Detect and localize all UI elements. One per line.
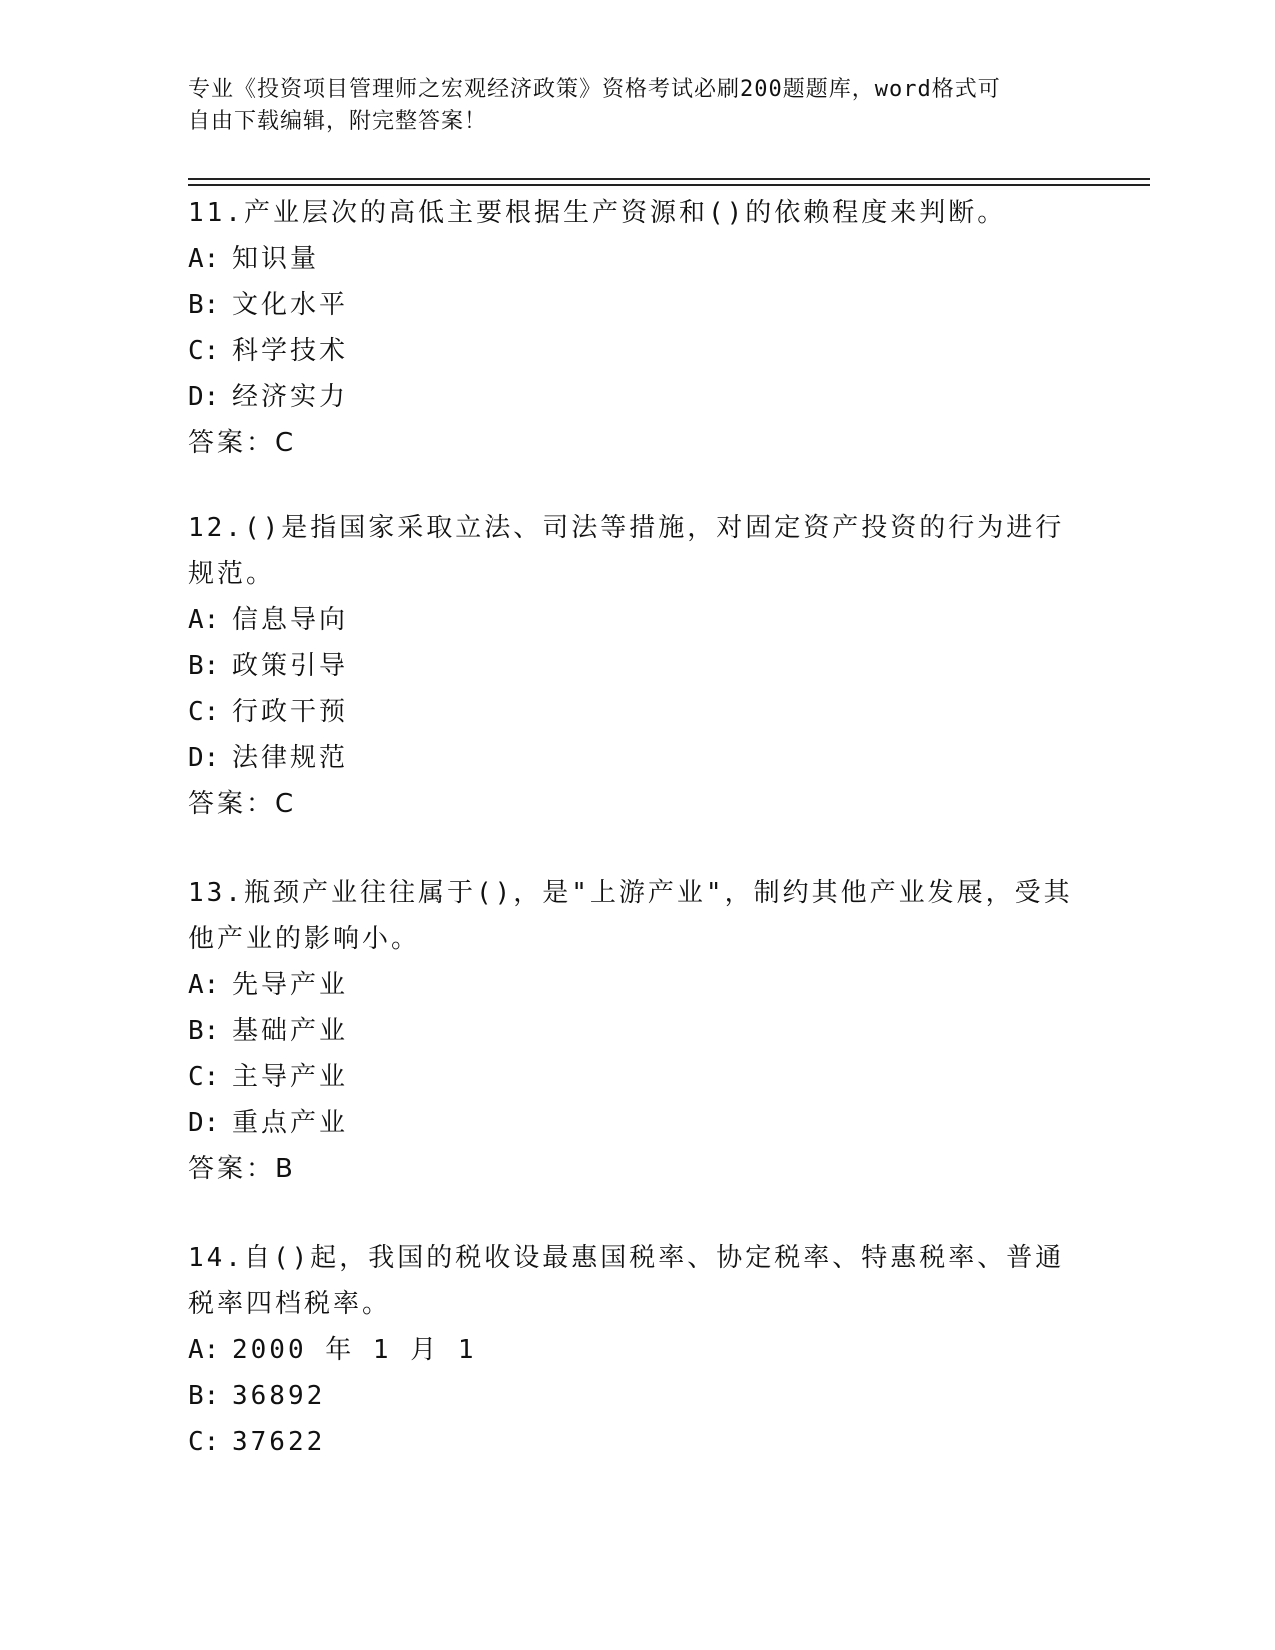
option-text: 37622 (232, 1427, 326, 1457)
question-stem: 11.产业层次的高低主要根据生产资源和()的依赖程度来判断。 (188, 198, 1007, 228)
option-text: 主导产业 (232, 1062, 349, 1092)
option-key: C: (188, 697, 220, 727)
option-key: B: (188, 1016, 220, 1046)
option-key: B: (188, 290, 220, 320)
answer-line: 答案：B (188, 1154, 296, 1184)
option-text: 2000 年 1 月 1 (232, 1335, 477, 1365)
question-stem: 12.()是指国家采取立法、司法等措施，对固定资产投资的行为进行规范。 (188, 513, 1065, 589)
option-text: 重点产业 (232, 1108, 349, 1138)
option-key: D: (188, 1108, 220, 1138)
option-c (188, 1054, 1088, 1100)
answer-line: 答案：C (188, 789, 297, 819)
option-key: A: (188, 1335, 220, 1365)
option-text: 法律规范 (232, 743, 349, 773)
option-text: 知识量 (232, 244, 320, 274)
question-stem: 13.瓶颈产业往往属于()，是"上游产业"，制约其他产业发展，受其他产业的影响小。 (188, 878, 1073, 954)
option-a (188, 597, 1088, 643)
option-text: 36892 (232, 1381, 326, 1411)
option-text: 文化水平 (232, 290, 349, 320)
option-text: 政策引导 (232, 651, 349, 681)
option-a (188, 1327, 1088, 1373)
option-c (188, 689, 1088, 735)
header-divider-bottom (188, 184, 1150, 186)
question-11 (188, 190, 1088, 466)
option-a (188, 962, 1088, 1008)
option-key: A: (188, 605, 220, 635)
option-key: D: (188, 743, 220, 773)
option-text: 信息导向 (232, 605, 349, 635)
header-line-2: 自由下载编辑，附完整答案！ (188, 109, 488, 134)
option-key: C: (188, 1062, 220, 1092)
option-d (188, 374, 1088, 420)
option-text: 先导产业 (232, 970, 349, 1000)
option-b (188, 1373, 1088, 1419)
answer-line: 答案：C (188, 428, 297, 458)
option-text: 经济实力 (232, 382, 349, 412)
question-14 (188, 1235, 1088, 1465)
option-d (188, 1100, 1088, 1146)
document-header (188, 74, 1068, 138)
question-12 (188, 505, 1088, 827)
option-key: A: (188, 970, 220, 1000)
header-line-1: 专业《投资项目管理师之宏观经济政策》资格考试必刷200题题库，word格式可 (188, 77, 1001, 102)
option-key: B: (188, 1381, 220, 1411)
option-d (188, 735, 1088, 781)
option-key: C: (188, 336, 220, 366)
option-key: A: (188, 244, 220, 274)
option-c (188, 328, 1088, 374)
option-text: 科学技术 (232, 336, 349, 366)
option-b (188, 643, 1088, 689)
option-b (188, 282, 1088, 328)
option-key: B: (188, 651, 220, 681)
option-key: D: (188, 382, 220, 412)
question-13 (188, 870, 1088, 1192)
option-key: C: (188, 1427, 220, 1457)
option-text: 行政干预 (232, 697, 349, 727)
question-stem: 14.自()起，我国的税收设最惠国税率、协定税率、特惠税率、普通税率四档税率。 (188, 1243, 1065, 1319)
header-divider-top (188, 178, 1150, 180)
option-a (188, 236, 1088, 282)
option-text: 基础产业 (232, 1016, 349, 1046)
option-c (188, 1419, 1088, 1465)
option-b (188, 1008, 1088, 1054)
